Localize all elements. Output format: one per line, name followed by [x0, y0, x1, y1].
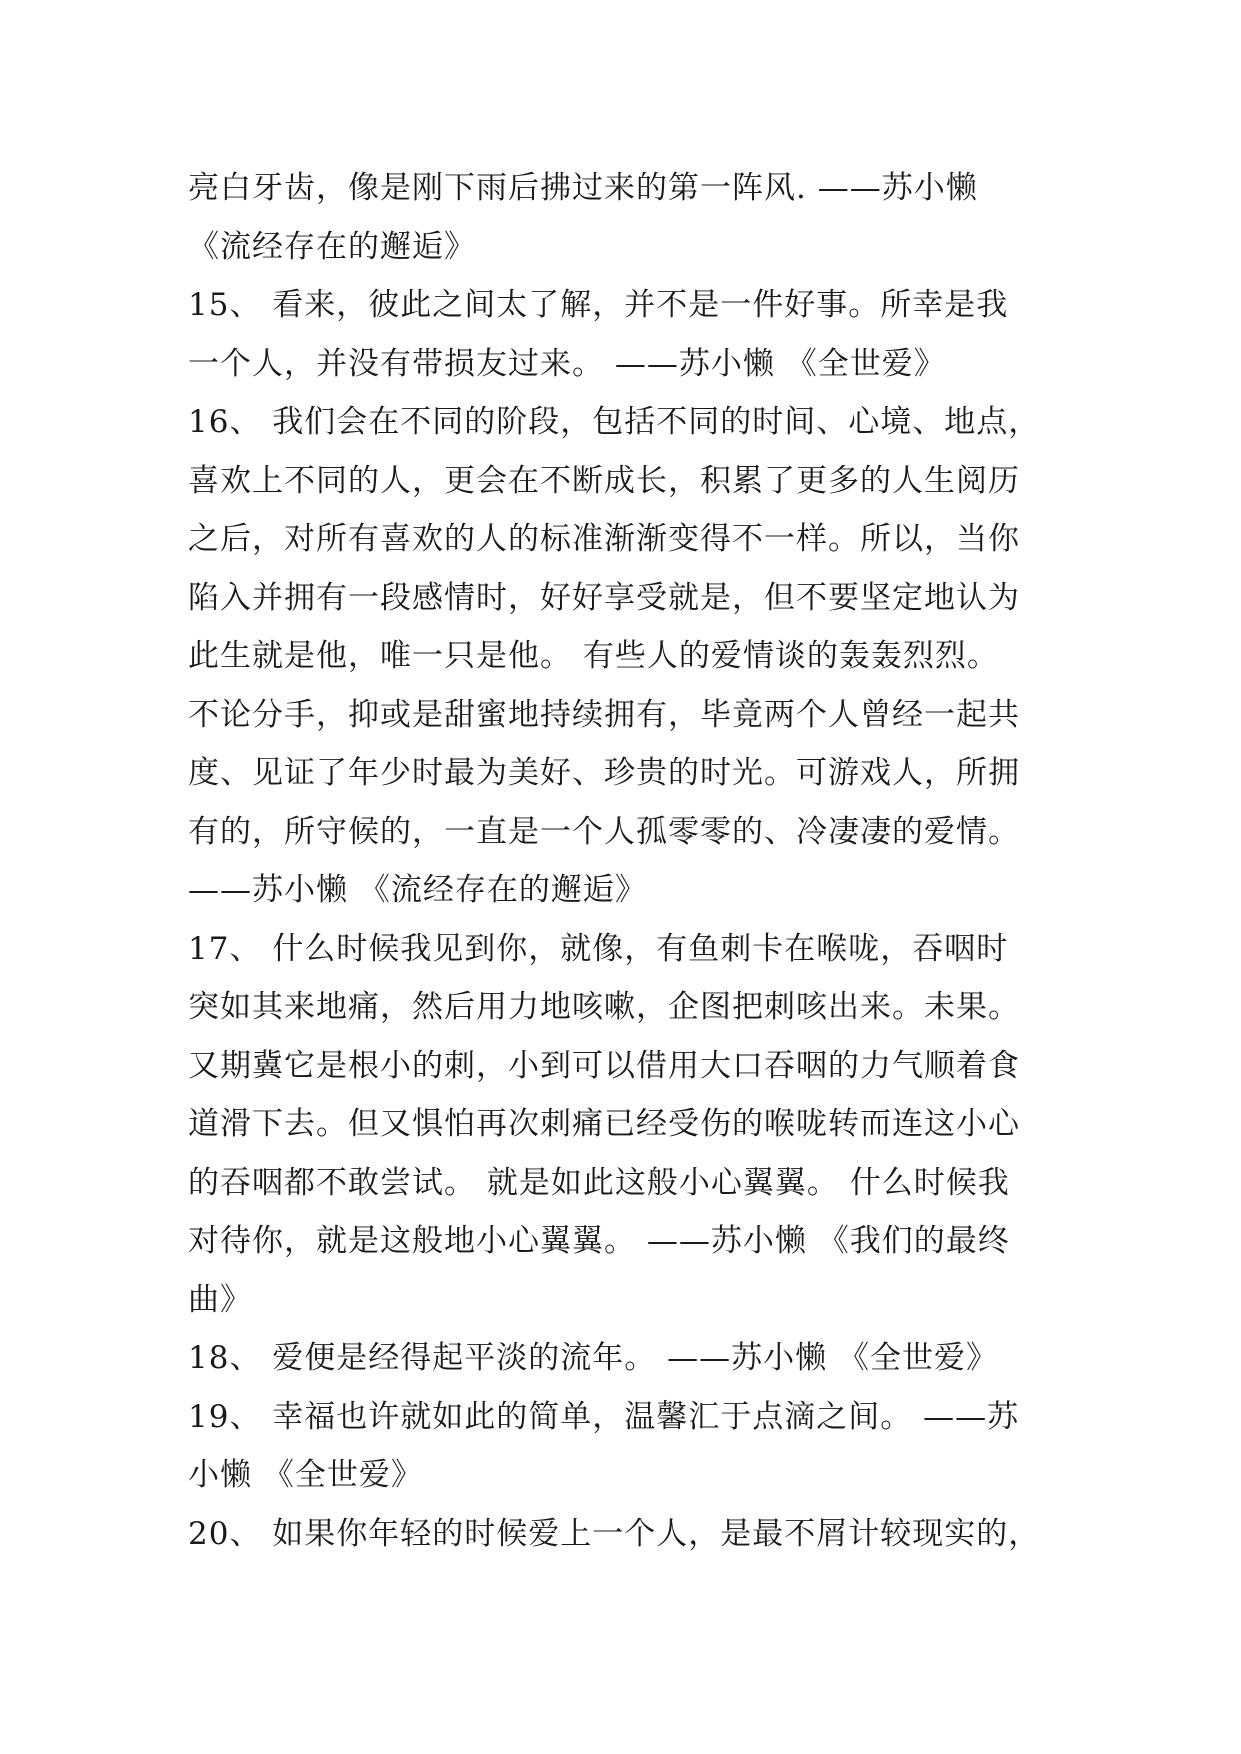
text-line: 不论分手，抑或是甜蜜地持续拥有，毕竟两个人曾经一起共	[188, 696, 1020, 733]
text-line: 突如其来地痛，然后用力地咳嗽，企图把刺咳出来。未果。	[188, 989, 1020, 1025]
text-line: 18、 爱便是经得起平淡的流年。 ——苏小懒 《全世爱》	[188, 1340, 999, 1376]
text-line: 小懒 《全世爱》	[188, 1457, 423, 1493]
text-line: 度、见证了年少时最为美好、珍贵的时光。可游戏人，所拥	[188, 755, 1020, 791]
text-line: 亮白牙齿，像是刚下雨后拂过来的第一阵风. ——苏小懒	[188, 170, 978, 206]
text-line: 此生就是他，唯一只是他。 有些人的爱情谈的轰轰烈烈。	[188, 638, 999, 674]
text-line: 之后，对所有喜欢的人的标准渐渐变得不一样。所以，当你	[188, 521, 1020, 557]
text-line: 陷入并拥有一段感情时，好好享受就是，但不要坚定地认为	[188, 579, 1020, 616]
text-line: 又期冀它是根小的刺，小到可以借用大口吞咽的力气顺着食	[188, 1047, 1020, 1084]
text-line: 有的，所守候的，一直是一个人孤零零的、冷凄凄的爱情。	[188, 813, 1020, 850]
text-line: 道滑下去。但又惧怕再次刺痛已经受伤的喉咙转而连这小心	[188, 1106, 1020, 1142]
text-line: 的吞咽都不敢尝试。 就是如此这般小心翼翼。 什么时候我	[188, 1164, 1010, 1201]
text-line: 喜欢上不同的人，更会在不断成长，积累了更多的人生阅历	[188, 462, 1020, 499]
text-line: 17、 什么时候我见到你，就像，有鱼刺卡在喉咙，吞咽时	[188, 930, 1009, 967]
text-line: 一个人，并没有带损友过来。 ——苏小懒 《全世爱》	[188, 345, 946, 382]
text-line: 20、 如果你年轻的时候爱上一个人，是最不屑计较现实的，	[188, 1515, 1041, 1552]
document-body	[188, 159, 1068, 1563]
text-line: 19、 幸福也许就如此的简单，温馨汇于点滴之间。 ——苏	[188, 1398, 1020, 1435]
text-line: 15、 看来，彼此之间太了解，并不是一件好事。所幸是我	[188, 287, 1009, 323]
text-line: 曲》	[188, 1281, 252, 1318]
text-line: 16、 我们会在不同的阶段，包括不同的时间、心境、地点，	[188, 404, 1041, 440]
text-line: 《流经存在的邂逅》	[188, 228, 476, 265]
text-line: ——苏小懒 《流经存在的邂逅》	[188, 872, 647, 908]
text-line: 对待你，就是这般地小心翼翼。 ——苏小懒 《我们的最终	[188, 1223, 1010, 1259]
